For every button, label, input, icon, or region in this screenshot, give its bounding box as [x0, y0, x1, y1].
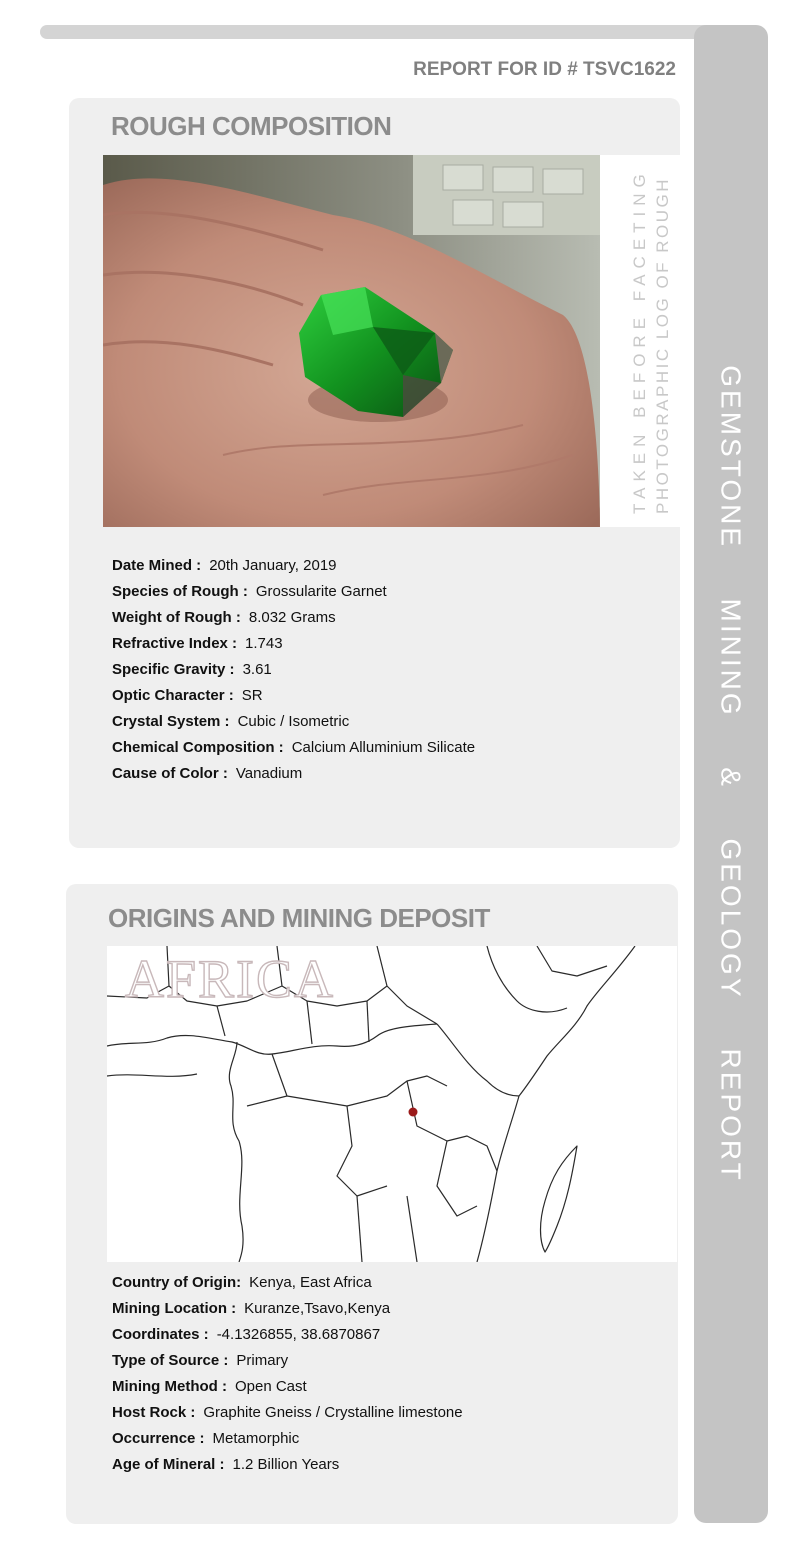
property-row — [112, 761, 475, 787]
property-value: Cubic / Isometric — [237, 713, 350, 730]
property-row — [112, 657, 475, 683]
property-value: 20th January, 2019 — [209, 557, 337, 574]
mine-location-marker — [409, 1108, 418, 1117]
property-value: 3.61 — [242, 661, 272, 678]
property-label: Occurrence : — [112, 1430, 205, 1447]
property-value: 8.032 Grams — [248, 609, 336, 626]
property-label: Coordinates : — [112, 1326, 209, 1343]
property-row — [112, 579, 475, 605]
property-value: Primary — [236, 1352, 289, 1369]
property-row — [112, 735, 475, 761]
rough-composition-title: ROUGH COMPOSITION — [111, 111, 392, 141]
property-row — [112, 1348, 463, 1374]
side-title-text: GEMSTONE MINING & GEOLOGY REPORT — [716, 365, 748, 1183]
property-value: Grossularite Garnet — [255, 583, 387, 600]
property-row — [112, 709, 475, 735]
property-row — [112, 1374, 463, 1400]
photo-caption-line1: PHOTOGRAPHIC LOG OF ROUGH — [653, 176, 672, 514]
header-bar — [40, 25, 740, 39]
property-label: Chemical Composition : — [112, 739, 284, 756]
property-row — [112, 553, 475, 579]
property-label: Mining Location : — [112, 1300, 237, 1317]
property-value: SR — [241, 687, 263, 704]
property-value: -4.1326855, 38.6870867 — [216, 1326, 381, 1343]
property-value: Kenya, East Africa — [249, 1274, 372, 1291]
property-value: Open Cast — [234, 1378, 307, 1395]
property-label: Cause of Color : — [112, 765, 228, 782]
property-value: 1.743 — [245, 635, 283, 652]
property-label: Refractive Index : — [112, 635, 238, 652]
property-row — [112, 1270, 463, 1296]
origin-properties-list — [112, 1270, 463, 1478]
rough-properties-list — [112, 553, 475, 787]
property-label: Age of Mineral : — [112, 1456, 225, 1473]
property-row — [112, 1296, 463, 1322]
report-id: REPORT FOR ID # TSVC1622 — [413, 59, 676, 80]
property-row — [112, 1452, 463, 1478]
property-label: Optic Character : — [112, 687, 234, 704]
property-row — [112, 605, 475, 631]
property-label: Specific Gravity : — [112, 661, 235, 678]
property-row — [112, 1400, 463, 1426]
side-title — [694, 25, 768, 1523]
property-row — [112, 683, 475, 709]
map-title: AFRICA — [125, 949, 336, 1009]
africa-map — [107, 946, 677, 1262]
property-row — [112, 1322, 463, 1348]
photo-caption-line2: TAKEN BEFORE FACETING — [630, 168, 649, 514]
property-value: Metamorphic — [212, 1430, 300, 1447]
property-label: Type of Source : — [112, 1352, 229, 1369]
property-value: Graphite Gneiss / Crystalline limestone — [203, 1404, 463, 1421]
property-value: Kuranze,Tsavo,Kenya — [244, 1300, 391, 1317]
property-value: 1.2 Billion Years — [232, 1456, 340, 1473]
property-label: Country of Origin: — [112, 1274, 242, 1291]
property-label: Crystal System : — [112, 713, 230, 730]
property-label: Weight of Rough : — [112, 609, 241, 626]
property-label: Mining Method : — [112, 1378, 227, 1395]
property-value: Calcium Alluminium Silicate — [291, 739, 476, 756]
origins-title: ORIGINS AND MINING DEPOSIT — [108, 903, 490, 933]
property-row — [112, 631, 475, 657]
property-value: Vanadium — [235, 765, 303, 782]
property-label: Species of Rough : — [112, 583, 248, 600]
property-label: Date Mined : — [112, 557, 202, 574]
property-row — [112, 1426, 463, 1452]
property-label: Host Rock : — [112, 1404, 196, 1421]
rough-stone-photo — [103, 155, 600, 527]
